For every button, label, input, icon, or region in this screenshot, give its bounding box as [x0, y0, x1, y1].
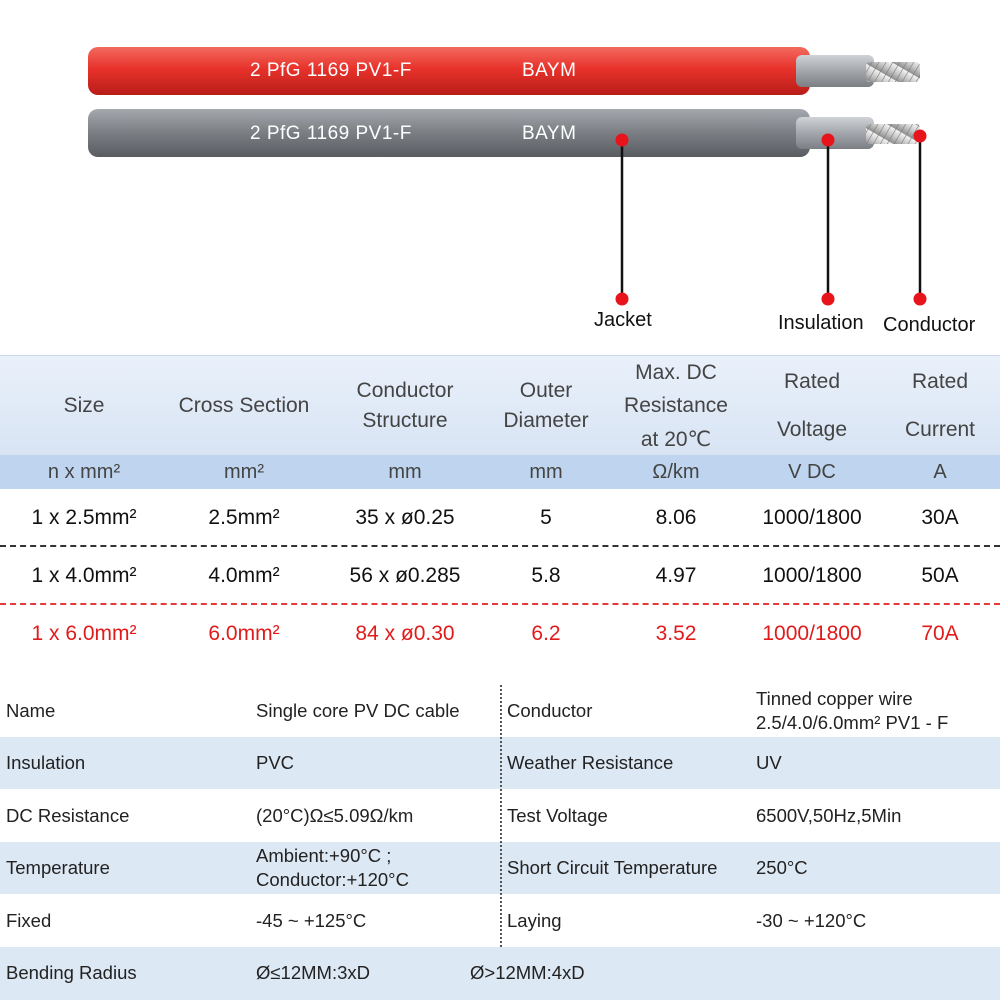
- red-cable: [88, 47, 920, 95]
- property-value: Single core PV DC cable: [256, 699, 460, 721]
- property-value: 6500V,50Hz,5Min: [756, 804, 902, 826]
- unit-conductor-structure: mm: [388, 460, 422, 483]
- header-cross-section: Cross Section: [178, 393, 310, 417]
- jacket-marker-bottom: [616, 293, 629, 306]
- header-rated-voltage: Rated Voltage: [776, 369, 848, 441]
- table-row: [0, 489, 1000, 547]
- insulation-label: Insulation: [778, 312, 864, 334]
- callout-lines: [622, 136, 920, 298]
- property-value: 250°C: [756, 856, 808, 878]
- cell-cross-section: 4.0mm²: [208, 564, 280, 587]
- spec-table: [0, 355, 1000, 663]
- grey-insulation: [796, 117, 874, 149]
- property-value: UV: [756, 751, 782, 773]
- property-label: Test Voltage: [507, 804, 608, 826]
- property-label: Conductor: [507, 699, 593, 721]
- column-divider: [500, 685, 502, 947]
- property-label: Bending Radius: [6, 961, 137, 983]
- unit-voltage: V DC: [788, 460, 836, 483]
- cell-outer-diameter: 5: [540, 506, 552, 529]
- red-jacket: [88, 47, 810, 95]
- unit-resistance: Ω/km: [652, 460, 700, 483]
- jacket-marker-top: [616, 134, 629, 147]
- grey-jacket: [88, 109, 810, 157]
- cell-cross-section: 6.0mm²: [208, 622, 280, 645]
- cell-cross-section: 2.5mm²: [208, 506, 280, 529]
- cell-resistance: 3.52: [655, 622, 697, 645]
- table-row: [0, 547, 1000, 605]
- cell-outer-diameter: 6.2: [531, 622, 561, 645]
- property-value: Ø>12MM:4xD: [470, 961, 585, 983]
- property-value: -30 ~ +120°C: [756, 909, 867, 931]
- unit-size: n x mm²: [47, 460, 121, 483]
- unit-cross-section: mm²: [224, 460, 264, 483]
- property-label: Weather Resistance: [507, 751, 674, 773]
- conductor-label: Conductor: [883, 314, 976, 336]
- property-label: Insulation: [6, 751, 86, 773]
- jacket-label: Jacket: [594, 309, 652, 331]
- cell-voltage: 1000/1800: [762, 506, 862, 529]
- property-value: PVC: [256, 751, 295, 773]
- table-row-highlight: [0, 605, 1000, 663]
- unit-current: A: [933, 460, 947, 483]
- spec-table-header: [0, 355, 1000, 456]
- cell-outer-diameter: 5.8: [531, 564, 561, 587]
- unit-outer-diameter: mm: [529, 460, 563, 483]
- cell-size: 1 x 4.0mm²: [31, 564, 137, 587]
- grey-cable-brand: BAYM: [522, 123, 577, 144]
- cell-current: 70A: [921, 622, 959, 645]
- cell-resistance: 4.97: [655, 564, 697, 587]
- red-cable-brand: BAYM: [522, 60, 577, 81]
- cell-current: 30A: [921, 506, 959, 529]
- properties-table: [0, 685, 1000, 1000]
- property-value: Ambient:+90°C ; Conductor:+120°C: [256, 844, 409, 890]
- cell-size: 1 x 6.0mm²: [31, 622, 137, 645]
- cell-voltage: 1000/1800: [762, 622, 862, 645]
- insulation-marker-top: [822, 134, 835, 147]
- cell-conductor-structure: 56 x ø0.285: [349, 564, 461, 587]
- red-conductor: [866, 62, 920, 82]
- red-cable-print: 2 PfG 1169 PV1-F: [250, 60, 412, 81]
- cell-voltage: 1000/1800: [762, 564, 862, 587]
- header-outer-diameter: Outer Diameter: [503, 378, 589, 432]
- grey-cable-print: 2 PfG 1169 PV1-F: [250, 123, 412, 144]
- property-label: Name: [6, 699, 56, 721]
- header-max-dc-resistance: Max. DC Resistance at 20℃: [624, 360, 728, 451]
- cell-conductor-structure: 84 x ø0.30: [355, 622, 455, 645]
- cable-illustration: [0, 0, 1000, 355]
- property-row: [0, 947, 1000, 1000]
- grey-conductor: [866, 124, 920, 144]
- property-value: (20°C)Ω≤5.09Ω/km: [256, 804, 414, 826]
- conductor-marker-top: [914, 130, 927, 143]
- cell-resistance: 8.06: [655, 506, 697, 529]
- cell-conductor-structure: 35 x ø0.25: [355, 506, 455, 529]
- property-label: Fixed: [6, 909, 52, 931]
- header-size: Size: [63, 393, 105, 417]
- spec-table-units: [0, 455, 1000, 489]
- header-conductor-structure: Conductor Structure: [356, 378, 454, 432]
- conductor-marker-bottom: [914, 293, 927, 306]
- property-label: Laying: [507, 909, 562, 931]
- property-value: -45 ~ +125°C: [256, 909, 367, 931]
- property-label: DC Resistance: [6, 804, 130, 826]
- property-value: Ø≤12MM:3xD: [256, 961, 370, 983]
- property-label: Short Circuit Temperature: [507, 856, 718, 878]
- cell-size: 1 x 2.5mm²: [31, 506, 137, 529]
- cell-current: 50A: [921, 564, 959, 587]
- red-insulation: [796, 55, 874, 87]
- cable-drawing: [0, 0, 1000, 355]
- property-label: Temperature: [6, 856, 110, 878]
- header-rated-current: Rated Current: [904, 369, 976, 441]
- property-value: Tinned copper wire 2.5/4.0/6.0mm² PV1 - F: [756, 687, 949, 733]
- grey-cable: [88, 109, 920, 157]
- insulation-marker-bottom: [822, 293, 835, 306]
